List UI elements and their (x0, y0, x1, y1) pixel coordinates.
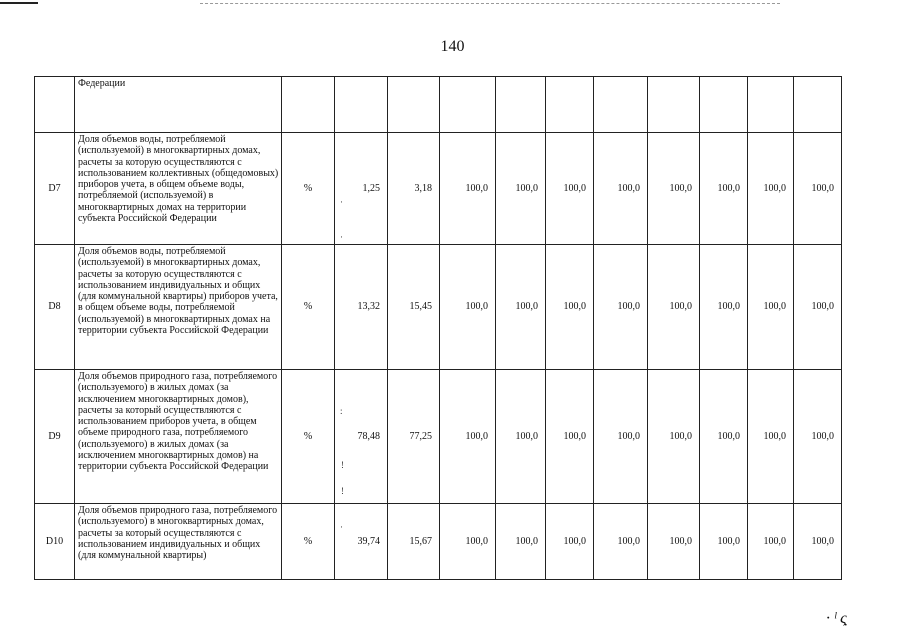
row-value: 77,25 (388, 370, 440, 504)
row-value: 100,0 (496, 370, 546, 504)
scan-mark: ! (341, 486, 344, 496)
row-unit: % (282, 245, 335, 370)
row-value: 100,0 (648, 133, 700, 245)
row-value: 39,74 (335, 504, 388, 580)
row-value (440, 77, 496, 133)
row-value: 100,0 (546, 133, 594, 245)
indicators-table (34, 76, 842, 580)
row-code (35, 77, 75, 133)
scan-mark: · (340, 522, 343, 532)
row-value: 100,0 (648, 504, 700, 580)
row-value (388, 77, 440, 133)
row-value: 100,0 (496, 133, 546, 245)
row-unit: % (282, 504, 335, 580)
row-value (700, 77, 748, 133)
scan-mark: : (340, 406, 343, 416)
header-rule-left (0, 2, 38, 4)
table-row (35, 504, 842, 580)
row-value: 100,0 (546, 504, 594, 580)
row-value: 100,0 (700, 245, 748, 370)
scan-mark: · (340, 232, 343, 242)
row-value (748, 77, 794, 133)
row-code: D7 (35, 133, 75, 245)
row-value: 100,0 (440, 133, 496, 245)
page-number: 140 (440, 38, 465, 55)
scan-mark: · (340, 197, 343, 207)
row-value: 100,0 (700, 133, 748, 245)
table-row (35, 370, 842, 504)
row-value: 100,0 (440, 504, 496, 580)
row-value: 15,67 (388, 504, 440, 580)
row-value: 100,0 (794, 133, 842, 245)
row-value: 100,0 (700, 370, 748, 504)
row-value: 100,0 (794, 245, 842, 370)
row-value: 100,0 (496, 245, 546, 370)
row-unit: % (282, 133, 335, 245)
row-value: 100,0 (496, 504, 546, 580)
row-value (335, 77, 388, 133)
row-value: 100,0 (648, 370, 700, 504)
row-value: 100,0 (546, 370, 594, 504)
row-description: Федерации (75, 77, 282, 133)
scan-mark: ! (341, 460, 344, 470)
row-value: 100,0 (748, 245, 794, 370)
row-value: 100,0 (748, 133, 794, 245)
row-value: 100,0 (794, 370, 842, 504)
row-value (794, 77, 842, 133)
row-value: 15,45 (388, 245, 440, 370)
row-description: Доля объемов воды, потребляемой (используемой) в многоквартирных домах, расчеты за которую осуществляются с использованием индивидуальных и общих (для коммунальной квартиры) приборов учета, в общем объеме воды, потребляемой (используемой) в многоквартирных домах на территории субъекта Российской Федерации (75, 245, 282, 370)
row-value: 13,32 (335, 245, 388, 370)
table-row (35, 77, 842, 133)
table-row (35, 245, 842, 370)
row-unit: % (282, 370, 335, 504)
row-description: Доля объемов природного газа, потребляемого (используемого) в жилых домах (за исключением многоквартирных домов), расчеты за который осуществляются с использованием приборов учета, в общем объеме природного газа, потребляемого (используемого) в жилых домах (за исключением многоквартирных домов) на территории субъекта Российской Федерации (75, 370, 282, 504)
table-body (35, 77, 842, 580)
row-unit (282, 77, 335, 133)
row-value: 100,0 (648, 245, 700, 370)
row-value: 100,0 (748, 504, 794, 580)
row-value: 100,0 (594, 370, 648, 504)
row-value (648, 77, 700, 133)
row-value: 100,0 (594, 245, 648, 370)
row-description: Доля объемов воды, потребляемой (используемой) в многоквартирных домах, расчеты за которую осуществляются с использованием коллективных (общедомовых) приборов учета, в общем объеме воды, потребляемой (используемой) в многоквартирных домах на территории субъекта Российской Федерации (75, 133, 282, 245)
row-code: D10 (35, 504, 75, 580)
row-value (496, 77, 546, 133)
row-value: 100,0 (440, 370, 496, 504)
table-row (35, 133, 842, 245)
row-value: 100,0 (794, 504, 842, 580)
row-value: 100,0 (594, 133, 648, 245)
handwritten-mark: · ˡ ς̣ (826, 610, 847, 627)
row-value: 100,0 (748, 370, 794, 504)
row-value: 100,0 (700, 504, 748, 580)
header-rule-right (200, 3, 780, 4)
row-value: 1,25 (335, 133, 388, 245)
row-value: 3,18 (388, 133, 440, 245)
row-code: D9 (35, 370, 75, 504)
row-code: D8 (35, 245, 75, 370)
row-description: Доля объемов природного газа, потребляемого (используемого) в многоквартирных домах, расчеты за который осуществляются с использованием индивидуальных и общих (для коммунальной квартиры) (75, 504, 282, 580)
row-value (546, 77, 594, 133)
row-value: 78,48 (335, 370, 388, 504)
row-value (594, 77, 648, 133)
row-value: 100,0 (594, 504, 648, 580)
row-value: 100,0 (546, 245, 594, 370)
row-value: 100,0 (440, 245, 496, 370)
